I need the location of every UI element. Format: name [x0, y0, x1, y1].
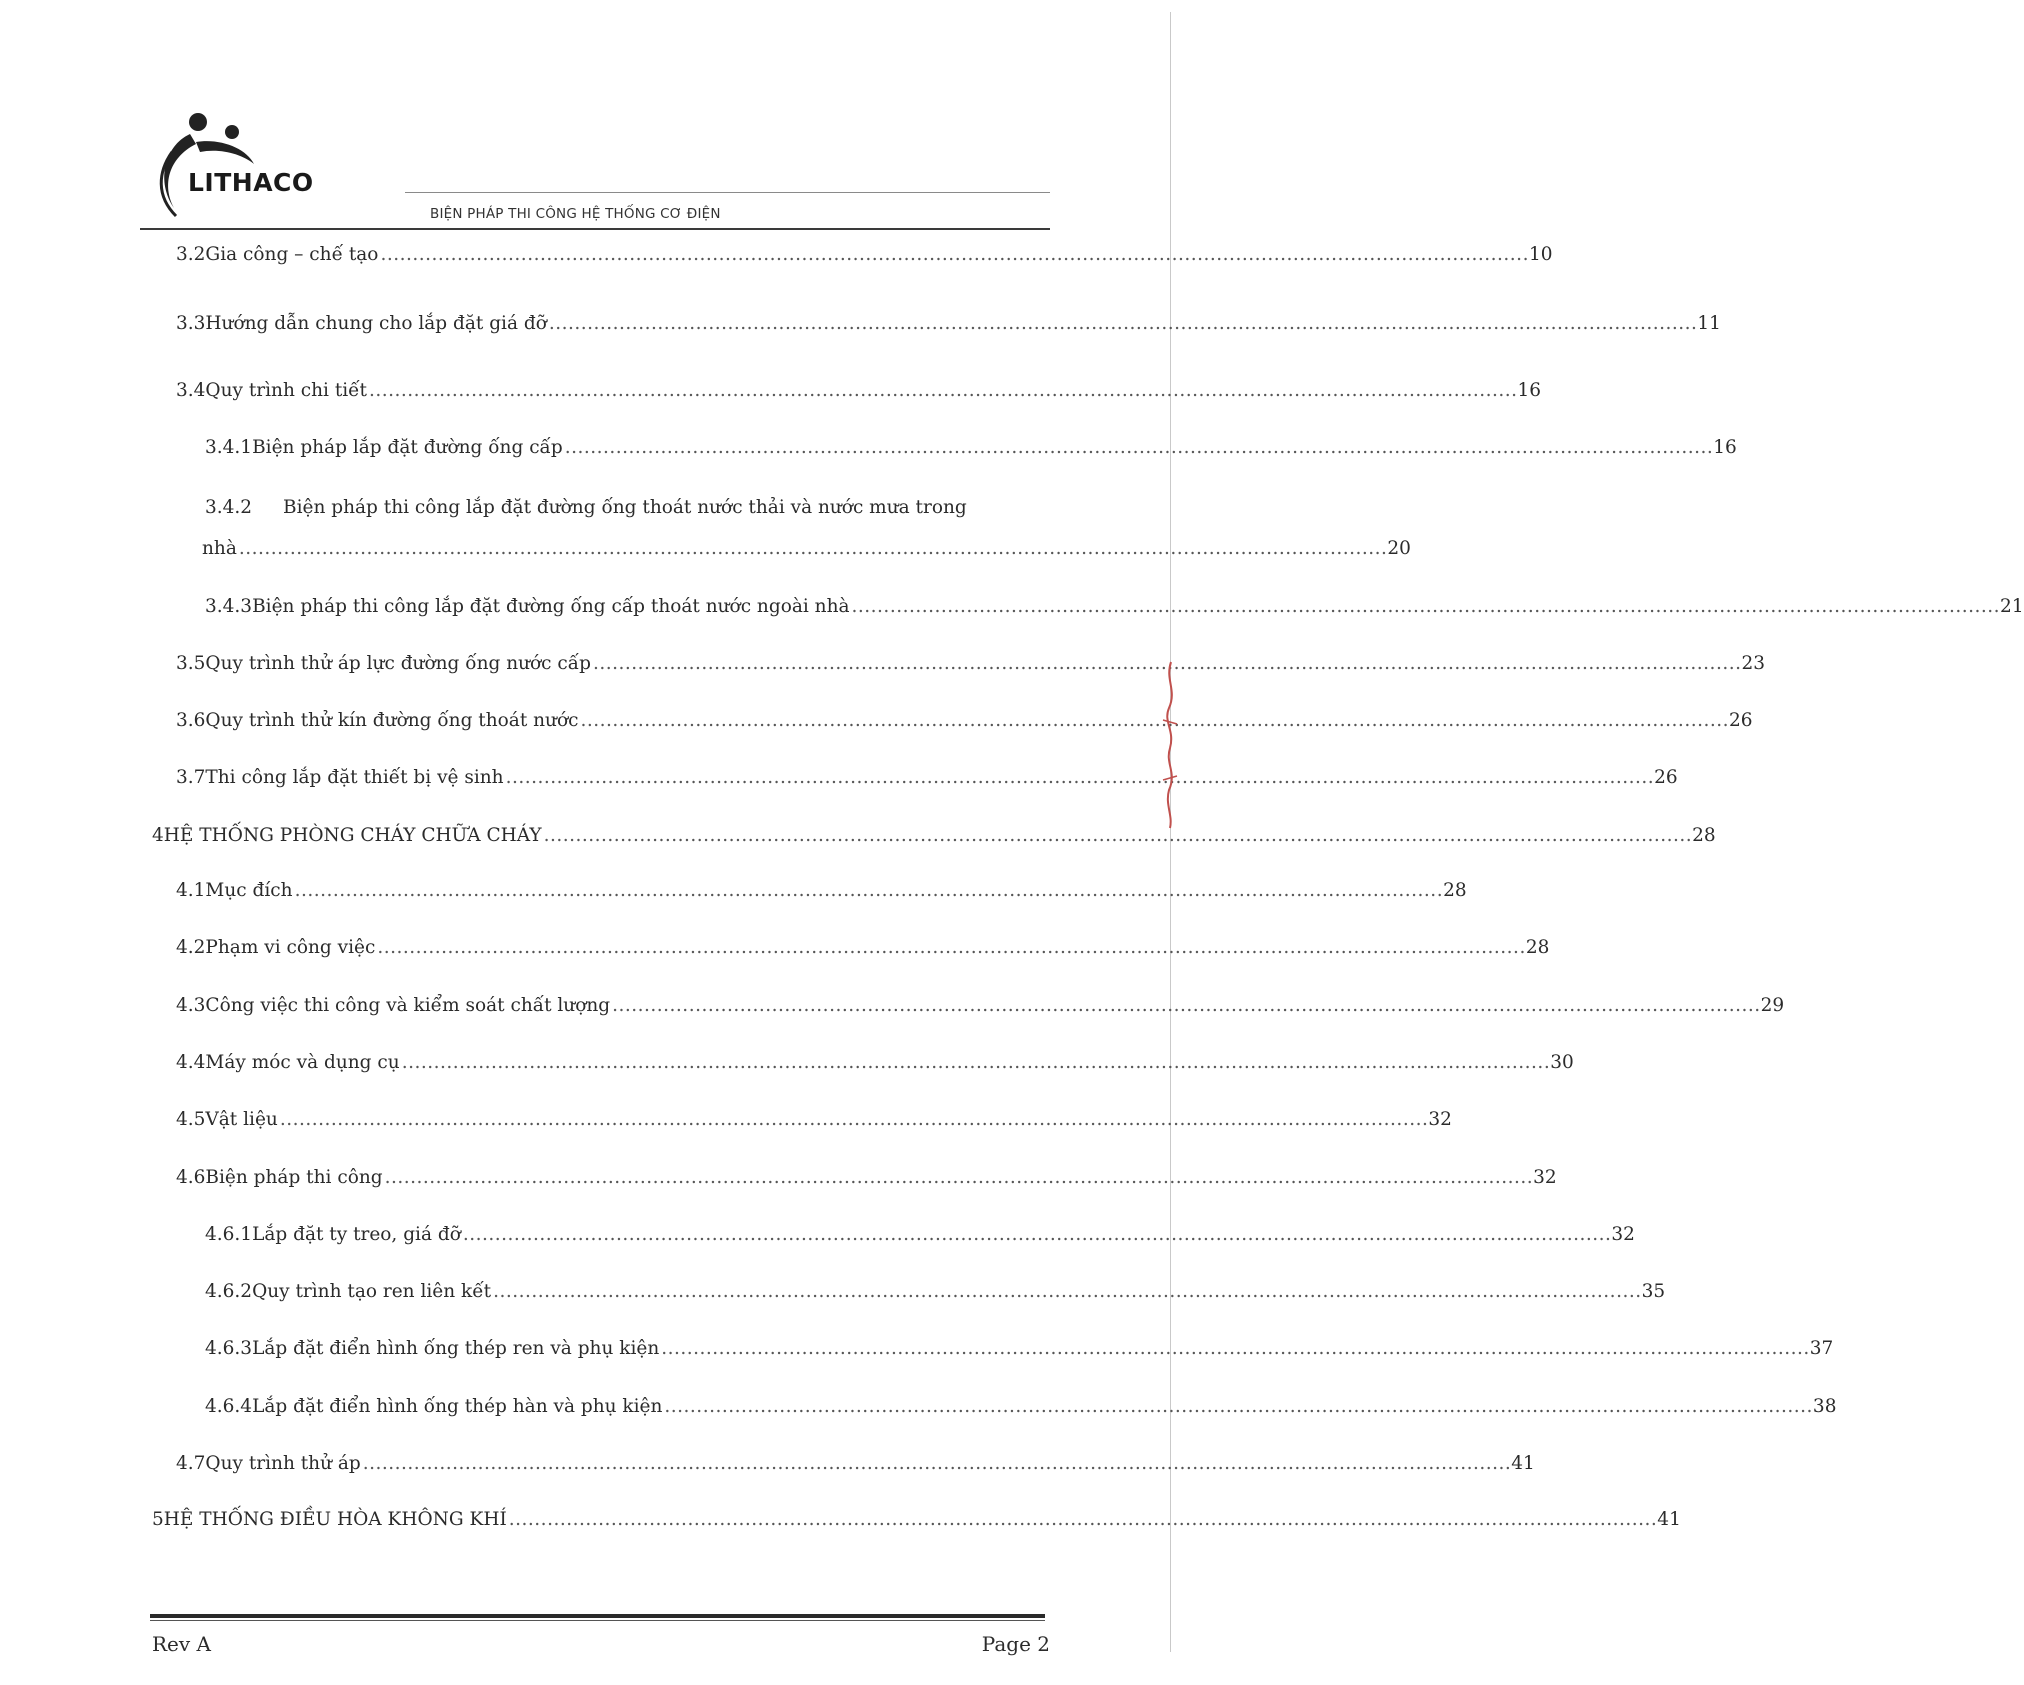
toc-title: Thi công lắp đặt thiết bị vệ sinh [205, 767, 504, 788]
toc-leader: .................................................................................................................................................................................... [462, 1224, 1612, 1245]
toc-number: 4.3 [176, 995, 206, 1016]
toc-leader: .................................................................................................................................................................................... [238, 538, 1388, 559]
toc-number: 3.6 [176, 710, 206, 731]
toc-entry-chapter[interactable] [152, 1509, 1681, 1539]
toc-page-number: 32 [1428, 1109, 1452, 1130]
toc-title: Biện pháp thi công [205, 1167, 383, 1188]
toc-number: 3.4.1 [205, 437, 253, 458]
toc-title: Quy trình thử áp lực đường ống nước cấp [205, 653, 591, 674]
toc-page-number: 28 [1692, 825, 1716, 846]
toc-number: 4 [152, 825, 164, 846]
toc-number: 3.5 [176, 653, 206, 674]
toc-title: Vật liệu [205, 1109, 278, 1130]
toc-leader: .................................................................................................................................................................................... [294, 880, 1444, 901]
toc-page-number: 28 [1525, 937, 1550, 958]
toc-entry[interactable] [205, 596, 2024, 626]
toc-leader: .................................................................................................................................................................................... [664, 1396, 1813, 1417]
toc-leader: .................................................................................................................................................................................... [508, 1509, 1658, 1530]
toc-number: 4.7 [176, 1453, 206, 1474]
toc-entry[interactable] [205, 1338, 1834, 1368]
toc-leader: .................................................................................................................................................................................... [548, 313, 1698, 334]
toc-title: Biện pháp lắp đặt đường ống cấp [252, 437, 563, 458]
toc-number: 4.2 [176, 937, 206, 958]
toc-leader: .................................................................................................................................................................................... [543, 825, 1693, 846]
toc-leader: .................................................................................................................................................................................... [612, 995, 1761, 1016]
toc-leader: .................................................................................................................................................................................... [505, 767, 1655, 788]
toc-number: 4.1 [176, 880, 206, 901]
toc-leader: .................................................................................................................................................................................... [380, 244, 1529, 265]
toc-page-number: 21 [2000, 596, 2024, 617]
toc-leader: .................................................................................................................................................................................... [592, 653, 1742, 674]
toc-number: 3.4.2 [205, 497, 253, 518]
toc-page-number: 41 [1511, 1453, 1535, 1474]
toc-entry[interactable] [176, 380, 1542, 410]
toc-page-number: 32 [1611, 1224, 1635, 1245]
toc-title: Quy trình thử kín đường ống thoát nước [205, 710, 579, 731]
toc-number: 4.6.2 [205, 1281, 253, 1302]
footer-page-number: Page 2 [981, 1632, 1050, 1656]
toc-entry-chapter[interactable] [152, 825, 1716, 855]
company-logo-text: LITHACO [188, 168, 314, 197]
toc-title: Lắp đặt ty treo, giá đỡ [252, 1224, 461, 1245]
toc-number: 4.6 [176, 1167, 206, 1188]
toc-page-number: 16 [1713, 437, 1737, 458]
toc-page-number: 29 [1760, 995, 1785, 1016]
toc-title: Lắp đặt điển hình ống thép ren và phụ kiện [252, 1338, 660, 1359]
toc-title: Gia công – chế tạo [205, 244, 379, 265]
toc-entry[interactable] [176, 995, 1785, 1025]
toc-leader: .................................................................................................................................................................................... [377, 937, 1526, 958]
toc-page-number: 10 [1528, 244, 1553, 265]
toc-entry[interactable] [205, 1281, 1666, 1311]
document-header-title: BIỆN PHÁP THI CÔNG HỆ THỐNG CƠ ĐIỆN [430, 206, 721, 222]
toc-entry[interactable] [176, 1167, 1557, 1197]
toc-entry-continuation[interactable] [202, 538, 1411, 568]
toc-page-number: 20 [1387, 538, 1411, 559]
toc-entry[interactable] [205, 1224, 1635, 1254]
toc-leader: .................................................................................................................................................................................... [401, 1052, 1551, 1073]
toc-number: 4.4 [176, 1052, 206, 1073]
toc-entry[interactable] [176, 313, 1721, 343]
toc-entry[interactable] [205, 437, 1737, 467]
toc-leader: .................................................................................................................................................................................... [279, 1109, 1429, 1130]
toc-leader: .................................................................................................................................................................................... [384, 1167, 1534, 1188]
toc-entry[interactable] [176, 767, 1678, 797]
toc-leader: .................................................................................................................................................................................... [493, 1281, 1642, 1302]
toc-title: Công việc thi công và kiểm soát chất lượng [205, 995, 611, 1016]
toc-entry[interactable] [176, 1052, 1574, 1082]
toc-title: Lắp đặt điển hình ống thép hàn và phụ kiện [252, 1396, 663, 1417]
toc-leader: .................................................................................................................................................................................... [564, 437, 1714, 458]
toc-title: Máy móc và dụng cụ [205, 1052, 400, 1073]
toc-number: 4.6.1 [205, 1224, 253, 1245]
toc-entry[interactable] [176, 244, 1553, 274]
toc-entry[interactable] [176, 937, 1550, 967]
footer-rule [150, 1614, 1045, 1618]
toc-title: Biện pháp thi công lắp đặt đường ống cấp thoát nước ngoài nhà [252, 596, 850, 617]
toc-page-number: 30 [1550, 1052, 1574, 1073]
toc-page-number: 16 [1517, 380, 1542, 401]
toc-entry[interactable] [176, 1453, 1535, 1483]
toc-number: 4.5 [176, 1109, 206, 1130]
toc-number: 4.6.3 [205, 1338, 253, 1359]
toc-title: Mục đích [205, 880, 293, 901]
footer-rule-thin [150, 1620, 1045, 1621]
toc-leader: .................................................................................................................................................................................... [580, 710, 1729, 731]
toc-page-number: 28 [1443, 880, 1467, 901]
toc-number: 4.6.4 [205, 1396, 253, 1417]
toc-title: HỆ THỐNG PHÒNG CHÁY CHỮA CHÁY [163, 825, 542, 846]
toc-entry[interactable] [176, 653, 1766, 683]
toc-title: Phạm vi công việc [205, 937, 376, 958]
toc-title-continuation: nhà [202, 538, 237, 559]
toc-entry[interactable] [176, 710, 1753, 740]
toc-page-number: 38 [1812, 1396, 1837, 1417]
toc-page-number: 23 [1741, 653, 1766, 674]
toc-leader: .................................................................................................................................................................................... [661, 1338, 1810, 1359]
toc-number: 3.7 [176, 767, 206, 788]
footer-revision: Rev A [152, 1632, 211, 1656]
toc-page-number: 37 [1809, 1338, 1834, 1359]
toc-title: Hướng dẫn chung cho lắp đặt giá đỡ [205, 313, 547, 334]
toc-page-number: 11 [1697, 313, 1721, 334]
toc-leader: .................................................................................................................................................................................... [851, 596, 2001, 617]
toc-number: 3.3 [176, 313, 206, 334]
toc-number: 3.4 [176, 380, 206, 401]
toc-title: Quy trình tạo ren liên kết [252, 1281, 492, 1302]
toc-leader: .................................................................................................................................................................................... [362, 1453, 1512, 1474]
toc-page-number: 35 [1641, 1281, 1666, 1302]
toc-page-number: 41 [1657, 1509, 1681, 1530]
header-rule-top [405, 192, 1050, 193]
handwritten-signature-icon [1155, 660, 1185, 830]
toc-title: Quy trình chi tiết [205, 380, 367, 401]
toc-entry-first-line[interactable] [205, 497, 1020, 527]
toc-entry[interactable] [205, 1396, 1837, 1426]
toc-number: 3.2 [176, 244, 206, 265]
toc-number: 5 [152, 1509, 164, 1530]
toc-page-number: 32 [1533, 1167, 1557, 1188]
toc-title: HỆ THỐNG ĐIỀU HÒA KHÔNG KHÍ [163, 1509, 507, 1530]
toc-title: Quy trình thử áp [205, 1453, 361, 1474]
header-rule-bottom [140, 228, 1050, 230]
toc-number: 3.4.3 [205, 596, 253, 617]
toc-title: Biện pháp thi công lắp đặt đường ống thoát nước thải và nước mưa trong [283, 497, 967, 518]
toc-page-number: 26 [1728, 710, 1753, 731]
toc-page-number: 26 [1654, 767, 1678, 788]
toc-leader: .................................................................................................................................................................................... [368, 380, 1518, 401]
toc-entry[interactable] [176, 880, 1467, 910]
toc-entry[interactable] [176, 1109, 1452, 1139]
